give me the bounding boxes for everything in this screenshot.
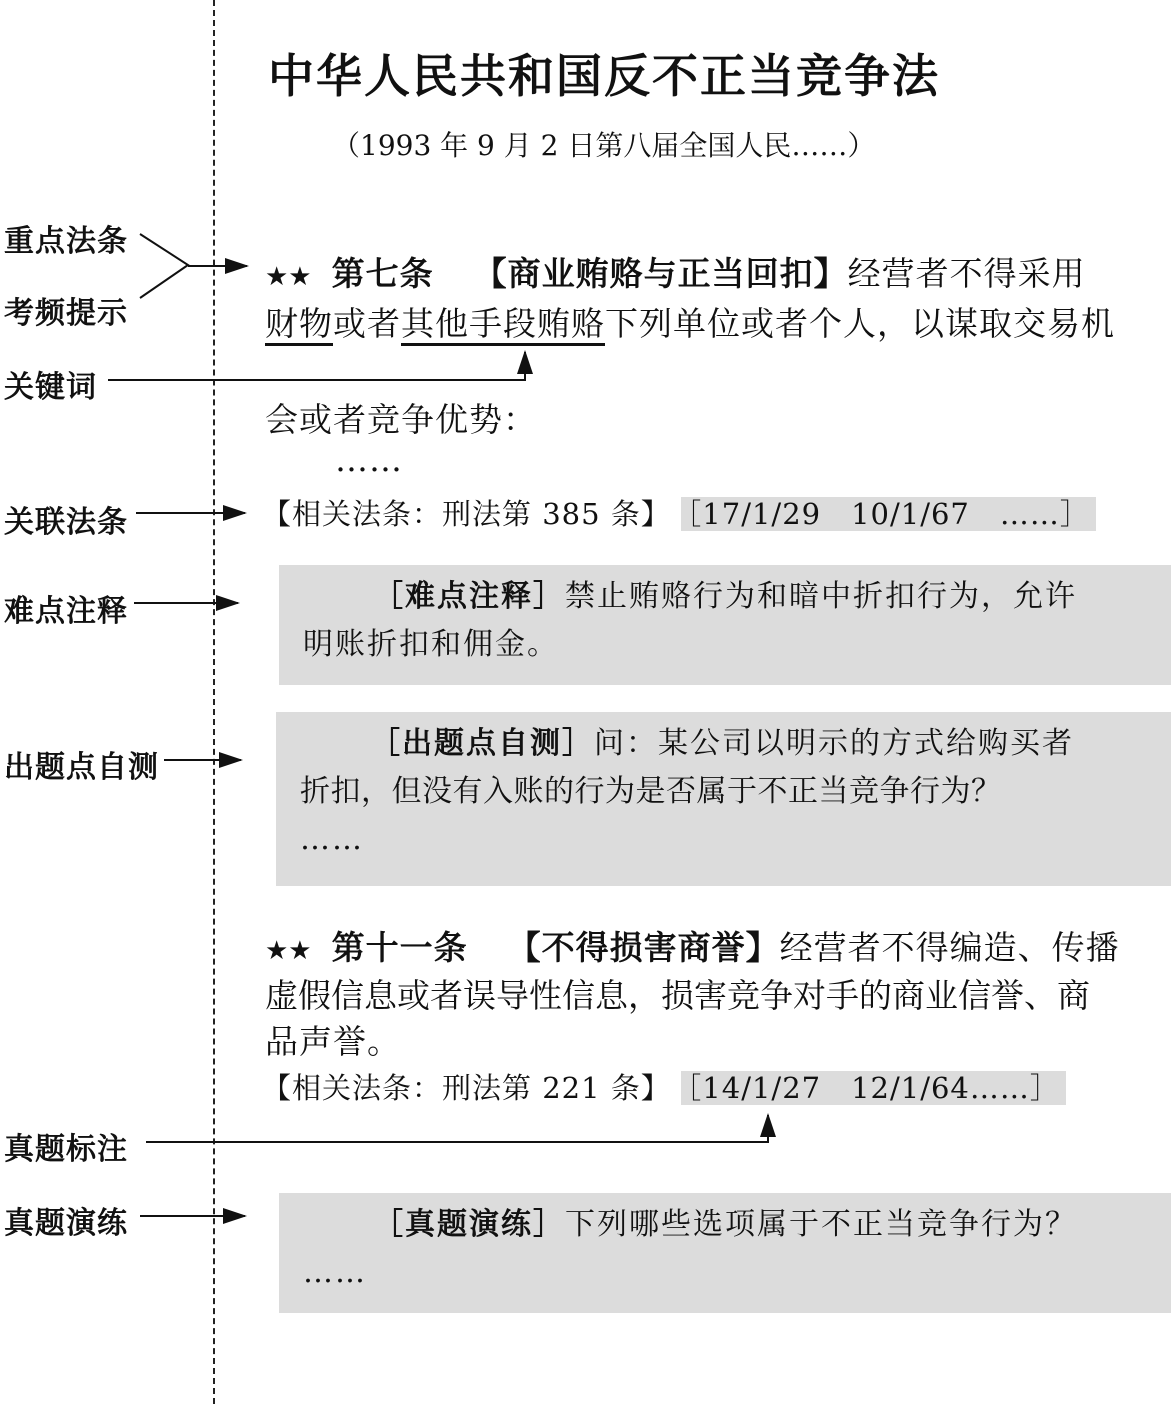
bracket-connector bbox=[140, 234, 188, 298]
article11-number: 第十一条 bbox=[331, 928, 468, 967]
article7-heading: 【商业贿赂与正当回扣】 bbox=[473, 254, 848, 293]
article7-text: 下列单位或者个人，以谋取交易机 bbox=[605, 304, 1115, 343]
article7-ellipsis: …… bbox=[335, 440, 403, 479]
article11-text: 经营者不得编造、传播 bbox=[779, 928, 1120, 967]
difficulty-note-line2: 明账折扣和佣金。 bbox=[303, 627, 559, 662]
label-keyword: 关键词 bbox=[4, 370, 97, 405]
article7-line2 bbox=[265, 298, 1115, 345]
self-test-line3: …… bbox=[300, 822, 364, 857]
article7-line3: 会或者竞争优势： bbox=[265, 400, 537, 439]
article11-related-row bbox=[262, 1066, 1066, 1107]
keyword-underline: 财物 bbox=[265, 304, 333, 346]
exam-refs-badge: ［14/1/27 12/1/64……］ bbox=[681, 1071, 1066, 1105]
star-rating-icon: ★★ bbox=[265, 936, 312, 966]
label-key-article: 重点法条 bbox=[4, 224, 128, 259]
self-test-text: 问：某公司以明示的方式给购买者 bbox=[594, 726, 1074, 761]
label-exam-mark: 真题标注 bbox=[4, 1132, 128, 1167]
page-title: 中华人民共和国反不正当竞争法 bbox=[268, 49, 940, 103]
exam-practice-text: 下列哪些选项属于不正当竞争行为？ bbox=[565, 1207, 1077, 1242]
arrow-keyword bbox=[108, 352, 525, 380]
exam-practice-line1 bbox=[303, 1201, 1149, 1249]
keyword-underline: 其他手段贿赂 bbox=[401, 304, 605, 346]
label-exam-practice: 真题演练 bbox=[4, 1206, 128, 1241]
article11-line1 bbox=[265, 922, 1120, 969]
related-article-ref: 【相关法条：刑法第 221 条】 bbox=[262, 1071, 671, 1105]
difficulty-note-line1 bbox=[303, 573, 1149, 621]
article7-number: 第七条 bbox=[331, 254, 434, 293]
exam-refs-badge: ［17/1/29 10/1/67 ……］ bbox=[681, 497, 1096, 531]
page-subtitle: （1993 年 9 月 2 日第八届全国人民……） bbox=[332, 129, 876, 162]
label-self-test: 出题点自测 bbox=[4, 750, 159, 785]
label-related: 关联法条 bbox=[4, 505, 128, 540]
self-test-tag: ［出题点自测］ bbox=[370, 726, 594, 761]
article7-text: 或者 bbox=[333, 304, 401, 343]
arrow-exam-mark bbox=[146, 1115, 768, 1142]
article7-related-row bbox=[262, 492, 1096, 533]
exam-practice-tag: ［真题演练］ bbox=[373, 1207, 565, 1242]
self-test-panel bbox=[276, 712, 1171, 886]
label-difficulty: 难点注释 bbox=[4, 594, 128, 629]
difficulty-note-panel bbox=[279, 565, 1171, 685]
article7-text: 经营者不得采用 bbox=[847, 254, 1086, 293]
difficulty-note-text: 禁止贿赂行为和暗中折扣行为，允许 bbox=[565, 579, 1077, 614]
related-article-ref: 【相关法条：刑法第 385 条】 bbox=[262, 497, 671, 531]
label-frequency: 考频提示 bbox=[4, 296, 128, 331]
self-test-line1 bbox=[300, 720, 1149, 768]
star-rating-icon: ★★ bbox=[265, 262, 312, 292]
exam-practice-line2: …… bbox=[303, 1255, 367, 1290]
article11-line2: 虚假信息或者误导性信息，损害竞争对手的商业信誉、商 bbox=[265, 976, 1090, 1015]
exam-practice-panel bbox=[279, 1193, 1171, 1313]
article7-line1 bbox=[265, 248, 1086, 295]
article11-heading: 【不得损害商誉】 bbox=[507, 928, 780, 967]
difficulty-note-tag: ［难点注释］ bbox=[373, 579, 565, 614]
article11-line3: 品声誉。 bbox=[265, 1022, 401, 1061]
self-test-line2: 折扣，但没有入账的行为是否属于不正当竞争行为？ bbox=[300, 774, 1002, 809]
